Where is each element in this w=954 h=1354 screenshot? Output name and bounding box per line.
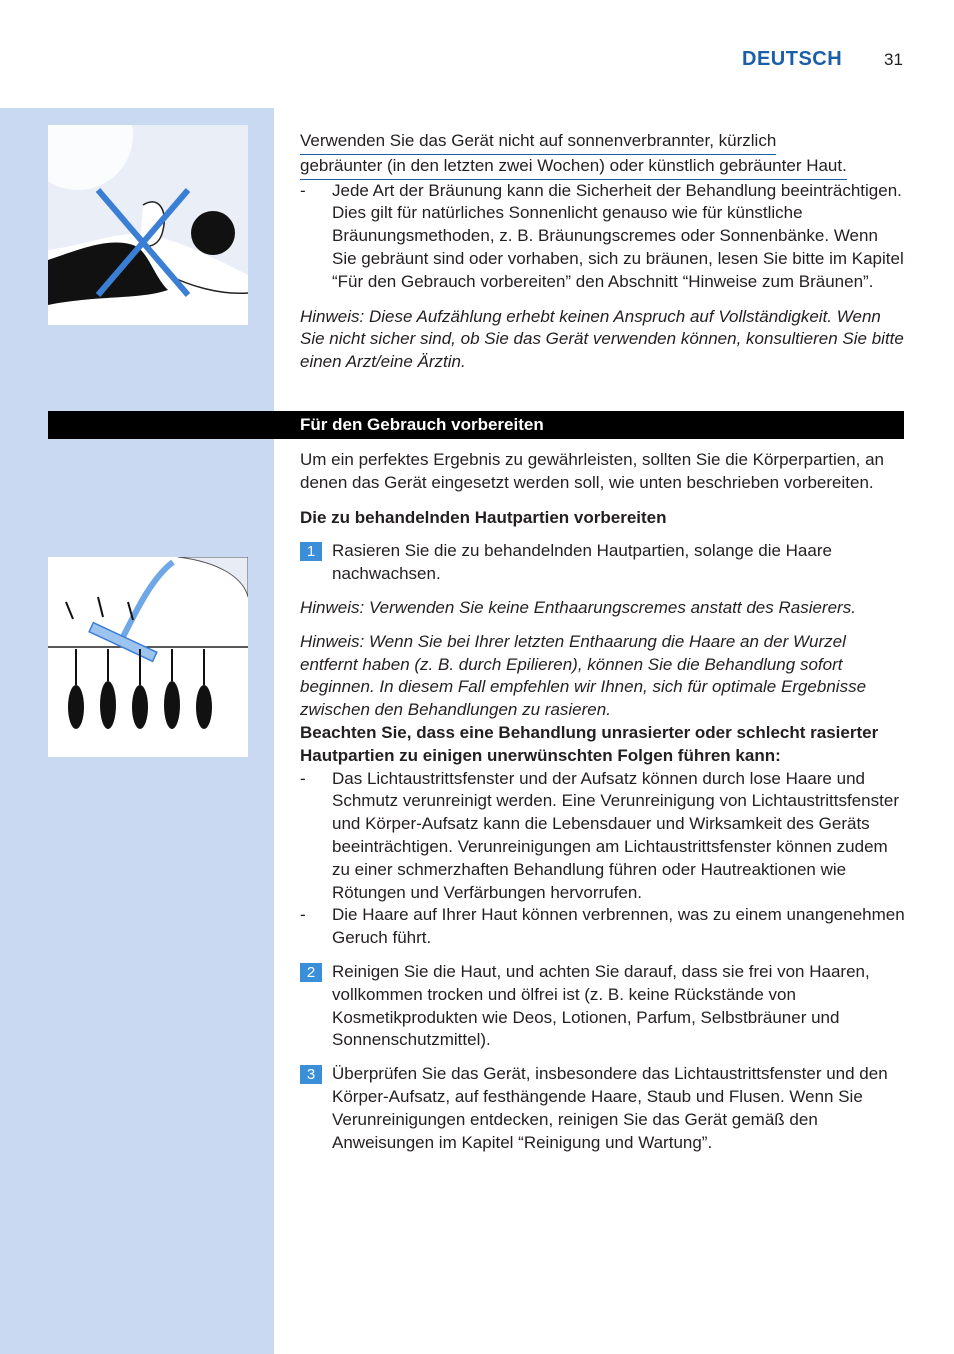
warning-title-line1: Verwenden Sie das Gerät nicht auf sonnenverbrannter, kürzlich bbox=[300, 130, 776, 155]
step-number-1: 1 bbox=[300, 542, 322, 561]
step-3 bbox=[300, 1063, 906, 1154]
consequence-bullet-1: - Das Lichtaustrittsfenster und der Aufsatz können durch lose Haare und Schmutz verunreinigt werden. Eine Verunreinigung von Lichtaustrittsfenster und Körper-Aufsatz kann die Lebensdauer und Wirksamkeit des Geräts beeinträchtigen. Verunreinigungen am Lichtaustrittsfenster können zudem zu einer schmerzhaften Behandlung führen oder Hautreaktionen wie Rötungen und Verfärbungen hervorrufen. bbox=[300, 768, 906, 905]
step-3-text: Überprüfen Sie das Gerät, insbesondere das Lichtaustrittsfenster und den Körper-Aufsatz, auf festhängende Haare, Staub und Flusen. Wenn Sie Verunreinigungen entdecken, reinigen Sie das Gerät gemäß den Anweisungen im Kapitel “Reinigung und Wartung”. bbox=[332, 1064, 888, 1152]
warning-bullets bbox=[300, 180, 906, 294]
section-title: Für den Gebrauch vorbereiten bbox=[300, 415, 544, 434]
tanning-warning bbox=[300, 130, 906, 374]
note-epilation: Hinweis: Wenn Sie bei Ihrer letzten Enthaarung die Haare an der Wurzel entfernt haben (z. B. durch Epilieren), können Sie die Behandlung sofort beginnen. In diesem Fall empfehlen wir Ihnen, sich für optimale Ergebnisse zwischen den Behandlungen zu rasieren. bbox=[300, 631, 867, 720]
warning-bullet: - Jede Art der Bräunung kann die Sicherheit der Behandlung beeinträchtigen. Dies gilt für natürliches Sonnenlicht genauso wie für künstliche Bräunungsmethoden, z. B. Bräunungscremes oder Sonnenbänke. Wenn Sie gebräunt sind oder vorhaben, sich zu bräunen, lesen Sie bitte im Kapitel “Für den Gebrauch vorbereiten” den Abschnitt “Hinweise zum Bräunen”. bbox=[300, 180, 906, 294]
section-header-bar bbox=[48, 411, 904, 439]
warning-note: Hinweis: Diese Aufzählung erhebt keinen Anspruch auf Vollständigkeit. Wenn Sie nicht sicher sind, ob Sie das Gerät verwenden können, konsultieren Sie bitte einen Arzt/eine Ärztin. bbox=[300, 306, 904, 372]
language-label: DEUTSCH bbox=[742, 48, 843, 70]
step-2 bbox=[300, 961, 906, 1052]
razor-shaving-illustration bbox=[48, 557, 248, 757]
step-2-text: Reinigen Sie die Haut, und achten Sie darauf, dass sie frei von Haaren, vollkommen trocken und ölfrei ist (z. B. keine Rückstände von Kosmetikprodukten wie Deos, Lotionen, Parfum, Selbstbräuner und Sonnenschutzmittel). bbox=[332, 961, 870, 1050]
step-1-text: Rasieren Sie die zu behandelnden Hautpartien, solange die Haare nachwachsen. bbox=[332, 541, 832, 584]
warning-title-line2: gebräunter (in den letzten zwei Wochen) oder künstlich gebräunter Haut. bbox=[300, 155, 847, 180]
consequence-bullets bbox=[300, 768, 906, 950]
step-1 bbox=[300, 540, 906, 586]
consequence-bullet-2: - Die Haare auf Ihrer Haut können verbrennen, was zu einem unangenehmen Geruch führt. bbox=[300, 904, 906, 950]
step-number-3: 3 bbox=[300, 1065, 322, 1084]
page-number: 31 bbox=[884, 50, 903, 69]
note-no-creams: Hinweis: Verwenden Sie keine Enthaarungscremes anstatt des Rasierers. bbox=[300, 597, 856, 617]
section-intro: Um ein perfektes Ergebnis zu gewährleisten, sollten Sie die Körperpartien, an denen das Gerät eingesetzt werden soll, wie unten beschrieben vorbereiten. bbox=[300, 450, 884, 492]
no-tanning-illustration bbox=[48, 125, 248, 325]
section-body bbox=[300, 449, 906, 1154]
step-number-2: 2 bbox=[300, 963, 322, 982]
section-subheading: Die zu behandelnden Hautpartien vorbereiten bbox=[300, 507, 667, 527]
unshaved-warning: Beachten Sie, dass eine Behandlung unrasierter oder schlecht rasierter Hautpartien zu einigen unerwünschten Folgen führen kann: bbox=[300, 722, 879, 765]
